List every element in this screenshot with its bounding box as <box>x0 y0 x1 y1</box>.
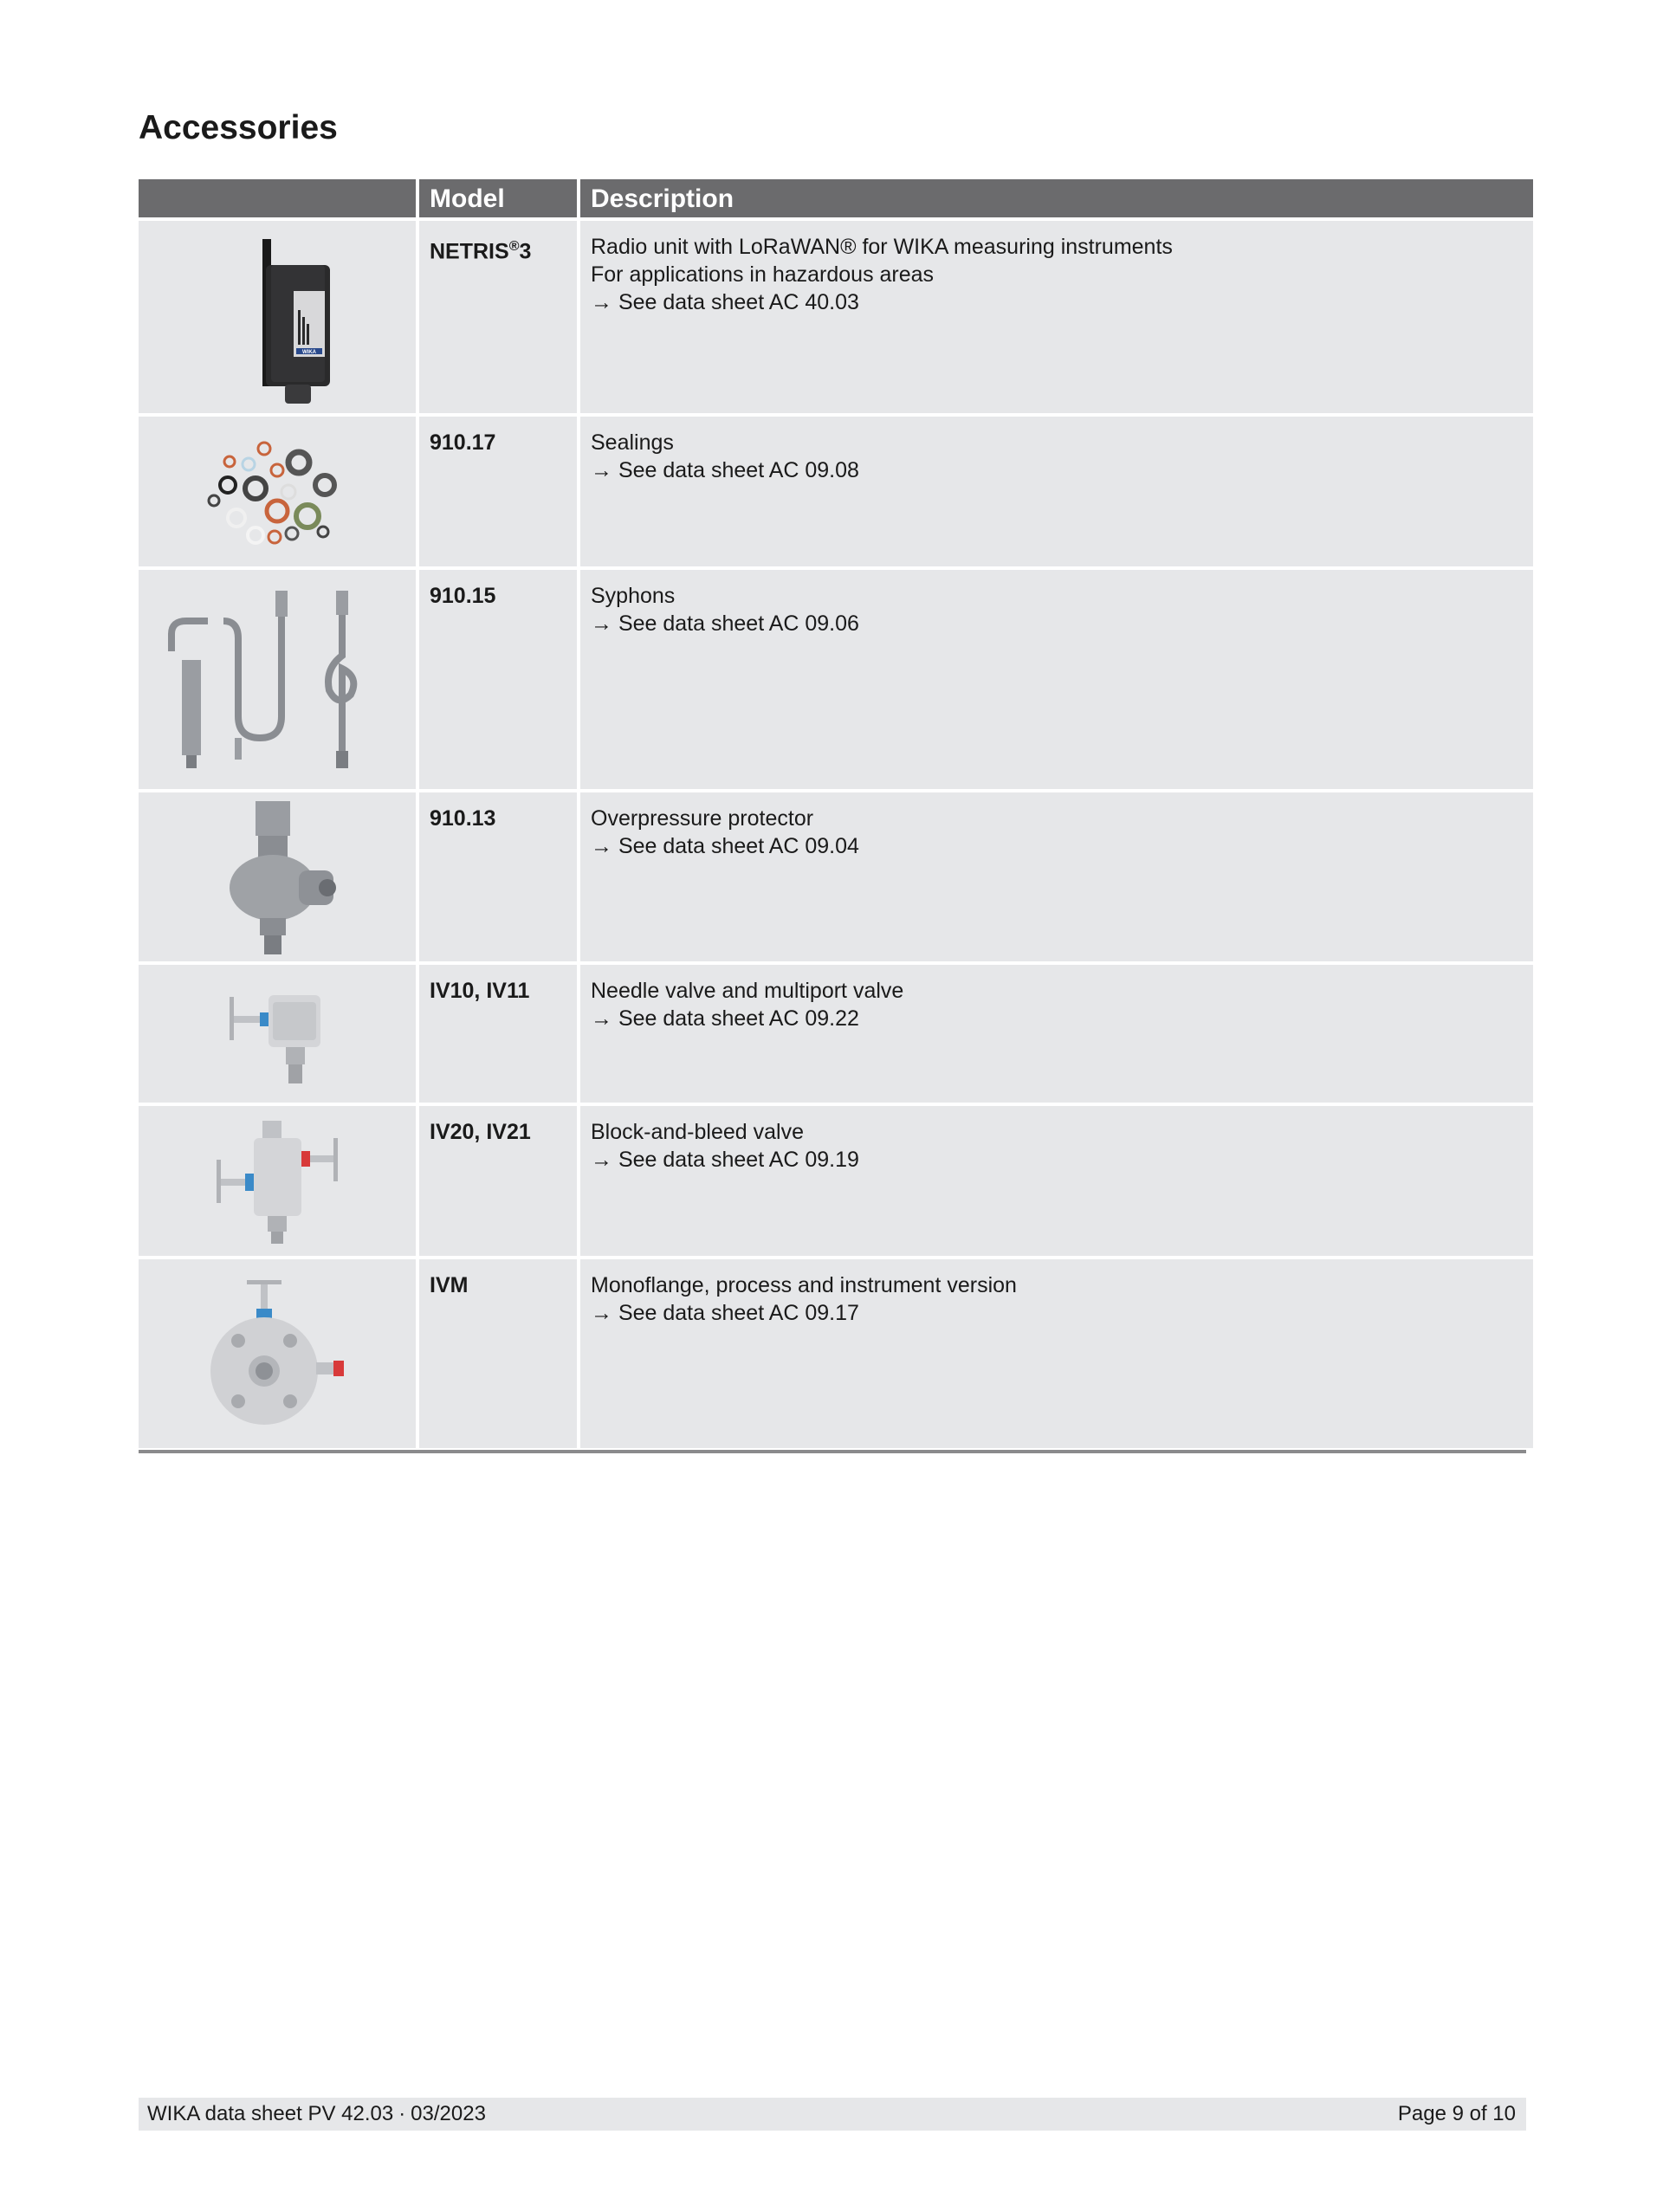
table-row <box>139 792 1533 961</box>
description-cell <box>580 792 1533 961</box>
table-row <box>139 221 1533 413</box>
image-cell <box>139 221 416 413</box>
datasheet-reference[interactable]: → See data sheet AC 09.08 <box>591 458 859 482</box>
datasheet-reference[interactable]: → See data sheet AC 09.04 <box>591 834 859 858</box>
model-cell: 910.15 <box>419 570 577 789</box>
description-cell <box>580 570 1533 789</box>
table-row <box>139 417 1533 566</box>
model-cell: IVM <box>419 1259 577 1448</box>
footer-document-id: WIKA data sheet PV 42.03 ∙ 03/2023 <box>147 2102 486 2125</box>
description-line: For applications in hazardous areas <box>591 262 935 287</box>
image-cell <box>139 417 416 566</box>
page-footer <box>139 2098 1526 2131</box>
image-cell <box>139 570 416 789</box>
description-line: Block-and-bleed valve <box>591 1120 804 1144</box>
table-bottom-rule <box>139 1450 1526 1453</box>
table-row <box>139 965 1533 1103</box>
radio-unit-icon <box>212 230 342 404</box>
header-image <box>139 179 416 217</box>
description-line: Monoflange, process and instrument version <box>591 1273 1017 1297</box>
table-row <box>139 1106 1533 1256</box>
image-cell <box>139 965 416 1103</box>
header-description: Description <box>580 179 1533 217</box>
monoflange-icon <box>199 1276 355 1432</box>
sealing-rings-icon <box>195 431 359 553</box>
model-cell: IV10, IV11 <box>419 965 577 1103</box>
header-model: Model <box>419 179 577 217</box>
needle-valve-icon <box>212 978 342 1090</box>
model-cell: 910.17 <box>419 417 577 566</box>
page-title: Accessories <box>139 109 338 146</box>
description-cell <box>580 1106 1533 1256</box>
description-cell <box>580 965 1533 1103</box>
footer-page-number: Page 9 of 10 <box>1397 2102 1516 2125</box>
overpressure-protector-icon <box>208 797 346 957</box>
description-cell <box>580 417 1533 566</box>
description-line: Overpressure protector <box>591 806 814 831</box>
syphons-icon <box>156 586 398 773</box>
block-and-bleed-valve-icon <box>204 1116 351 1246</box>
description-cell <box>580 221 1533 413</box>
image-cell <box>139 792 416 961</box>
table-header-row <box>139 179 1533 217</box>
datasheet-reference[interactable]: → See data sheet AC 09.17 <box>591 1301 859 1325</box>
table-row <box>139 1259 1533 1448</box>
datasheet-reference[interactable]: → See data sheet AC 09.19 <box>591 1148 859 1172</box>
table-row <box>139 570 1533 789</box>
model-cell: IV20, IV21 <box>419 1106 577 1256</box>
datasheet-reference[interactable]: → See data sheet AC 09.22 <box>591 1006 859 1031</box>
model-cell: 910.13 <box>419 792 577 961</box>
description-line: Radio unit with LoRaWAN® for WIKA measuring instruments <box>591 235 1173 259</box>
description-line: Needle valve and multiport valve <box>591 979 904 1003</box>
model-cell: NETRIS®3 <box>419 221 577 413</box>
datasheet-reference[interactable]: → See data sheet AC 09.06 <box>591 611 859 636</box>
accessories-table <box>135 176 1537 1452</box>
datasheet-reference[interactable]: → See data sheet AC 40.03 <box>591 290 859 314</box>
image-cell <box>139 1106 416 1256</box>
wika-logo-text: WIKA <box>302 350 316 355</box>
description-cell <box>580 1259 1533 1448</box>
description-line: Sealings <box>591 430 674 455</box>
description-line: Syphons <box>591 584 676 608</box>
image-cell <box>139 1259 416 1448</box>
